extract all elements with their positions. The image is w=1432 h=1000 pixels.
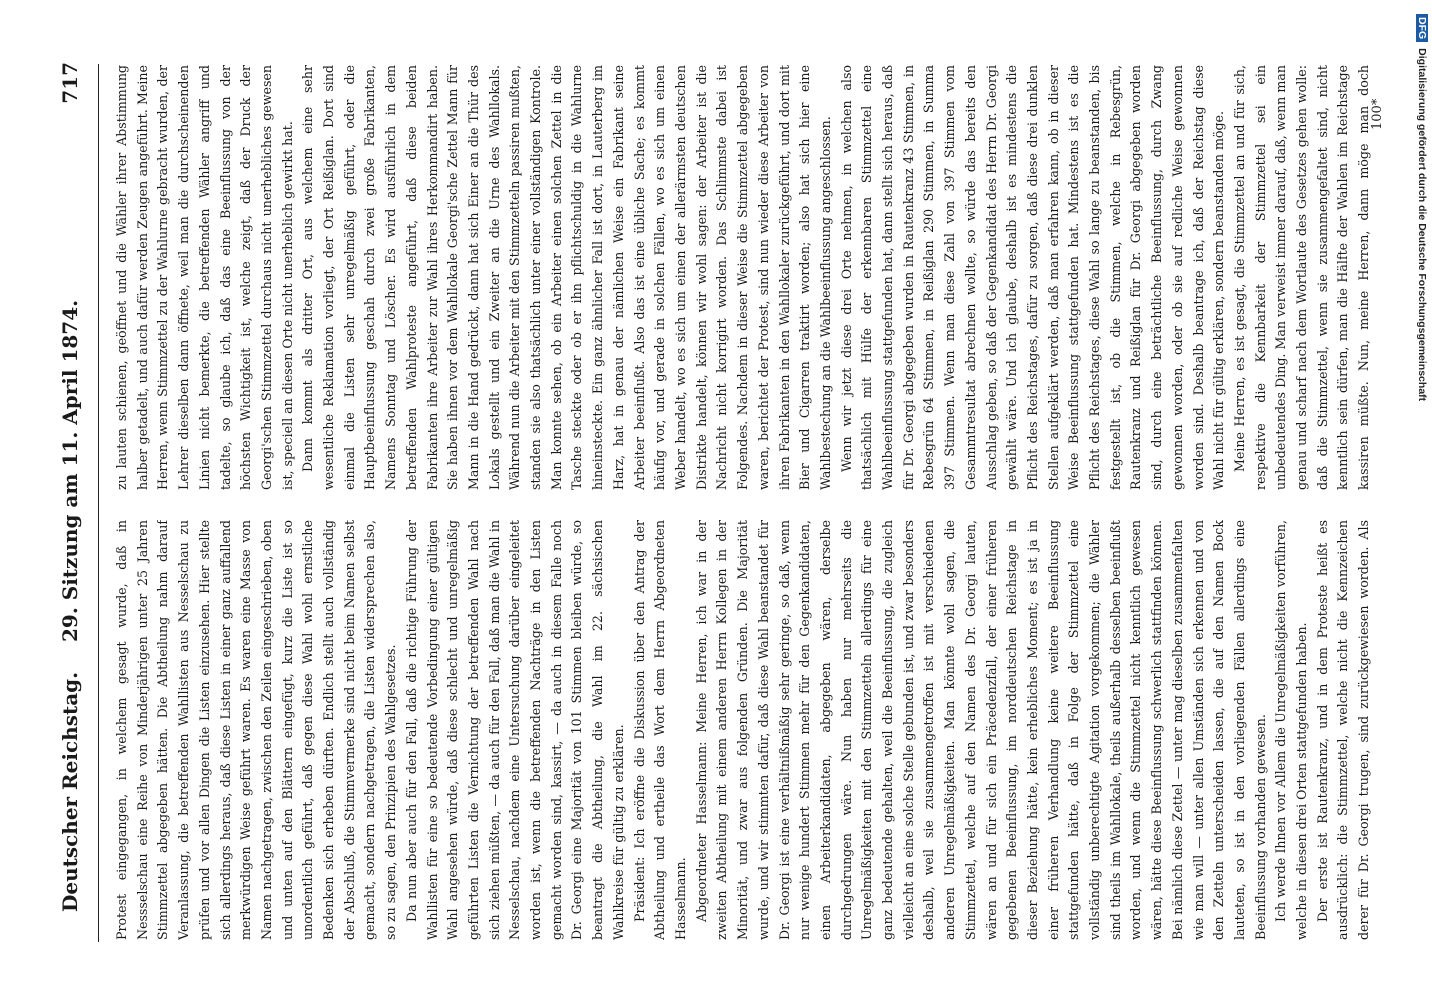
paragraph: Der erste ist Rautenkranz, und in dem Proteste heißt es ausdrücklich: die Stimmzettel, welche nicht die Kennzeichen derer für Dr. Georgi trugen, sind zurückgewiesen worden. Als [1314, 520, 1372, 940]
paragraph: Dann kommt als dritter Ort, aus welchem eine sehr wesentliche Reklamation vorliegt, der Ort Reißiglan. Dort sind einmal die Listen sehr unregelmäßig geführt, oder die Hauptbeeinflussung geschah durch zwei große Fabrikanten, Namens Sonntag und Löscher. Es wird ausführlich in dem betreffenden Wahlproteste angeführt, daß diese beiden Fabrikanten ihre Arbeiter zur Wahl ihres Herkommandirt haben. Sie haben ihnen vor dem Wahllokale Georgi'sche Zettel Mann für Mann in die Hand gedrückt, dann hat sich Einer an die Thür des Lokals gestellt und ein Zweiter an die Urne des Wahllokals. Während nun die Arbeiter mit den Stimmzetteln passiren mußten, standen sie also thatsächlich unter einer vollständigen Kontrole. Man konnte sehen, ob ein Arbeiter einen solchen Zettel in die Tasche steckte oder ob er ihn pflichtschuldig in die Wahlurne hineinsteckte. Ein ganz ähnlicher Fall ist dort, in Lauterberg im Harz, hat in genau der nämlichen Weise ein Fabrikant seine Arbeiter beeinflußt. Also das ist eine übliche Sache; es kommt häufig vor, und gerade in solchen Fällen, wo es sich um einen Weber handelt, wo es sich um einen der allerärmsten deutschen Distrikte handelt, können wir wohl sagen: der Arbeiter ist die Nachricht nicht korrigirt worden. Das Schlimmste dabei ist Folgendes. Nachdem in dieser Weise die Stimmzettel abgegeben waren, berichtet der Protest, sind nun wieder diese Arbeiter von ihren Fabrikanten in den Wahllokaler zurückgeführt, und dort mit Bier und Cigarren traktirt worden; also hat sich hier eine Wahlbestechung an die Wahlbeeinflussung angeschlossen. [300, 65, 833, 490]
header-session: 29. Sitzung am 11. April 1874. [58, 299, 82, 642]
right-column [112, 65, 1372, 490]
paragraph: Meine Herren, es ist gesagt, die Stimmzettel an und für sich, respektive die Kennbarkeit der Stimmzettel sei ein unbedeutendes Ding. Man verweist immer darauf, daß, wenn man genau und scharf nach dem Wortlaute des Gesetzes gehen wolle: daß die Stimmzettel, wenn sie zusammengefaltet sind, nicht kenntlich sein dürfen, man die Hälfte der Wahlen im Reichstage kassiren müßte. Nun, meine Herren, dann möge man doch [1231, 65, 1372, 490]
paragraph: Ich werde Ihnen vor Allem die Unregelmäßigkeiten vorführen, welche in diesen drei Orten stattgefunden haben. [1273, 520, 1310, 940]
paragraph: Abgeordneter Hasselmann: Meine Herren, ich war in der zweiten Abtheilung mit einem anderen Herrn Kollegen in der Minorität, und zwar aus folgenden Gründen. Die Majorität wurde, und wir stimmten dafür, daß diese Wahl beanstandet für Dr. Georgi ist eine verhältnißmäßig sehr geringe, so daß, wenn nur wenige hundert Stimmen mehr für den Gegenkandidaten, einen Arbeiterkandidaten, abgegeben wären, derselbe durchgedrungen wäre. Nun haben nur mehrseits die Unregelmäßigkeiten mit den Stimmzetteln allerdings für eine ganz bedeutende gehalten, weil die Beeinflussung, die zugleich vielleicht an eine solche Stelle gebunden ist, und zwar besonders deshalb, weil sie zusammengetroffen ist mit verschiedenen anderen Unregelmäßigkeiten. Man könnte wohl sagen, die Stimmzettel, welche auf den Namen des Dr. Georgi lauten, wären an und für sich ein Präcedenzfall, der einer früheren gegebenen Beeinflussung, im norddeutschen Reichstage in dieser Beziehung hätte, kein erhebliches Moment; es ist ja in einer früheren Verhandlung keine weitere Beeinflussung stattgefunden hätte, daß in Folge der Stimmzettel eine vollständig unberechtigte Agitation vorgekommen; die Wähler sind theils im Wahllokale, theils außerhalb desselben beeinflußt worden, und wenn die Stimmzettel nicht kenntlich gewesen wären, hätte diese Beeinflussung schwerlich stattfinden können. Bei nämlich diese Zettel — unter mag dieselben zusammenfalten wie man will — unter allen Umständen sich erkennen und von den Zetteln unterscheiden lassen, die auf den Namen Bock lauteten, so ist in den vorliegenden Fällen allerdings eine Beeinflussung vorhanden gewesen. [693, 520, 1268, 940]
paragraph: Präsident: Ich eröffne die Diskussion über den Antrag der Abtheilung und ertheile das Wort dem Herrn Abgeordneten Hasselmann. [631, 520, 688, 940]
page-header [58, 62, 94, 942]
signature-mark: 100* [1370, 98, 1385, 130]
digitization-text: Digitalisierung gefördert durch die Deutsche Forschungsgemeinschaft [1416, 48, 1428, 402]
paragraph: Wenn wir jetzt diese drei Orte nehmen, in welchen also thatsächlich mit Hülfe der erkennbaren Stimmzettel eine Wahlbeeinflussung stattgefunden hat, dann stellt sich heraus, daß für Dr. Georgi abgegeben wurden in Rautenkranz 43 Stimmen, in Rebesgrün 64 Stimmen, in Reißiglan 290 Stimmen, in Summa 397 Stimmen. Wenn man diese Zahl von 397 Stimmen vom Gesammtresultat abrechnen wollte, so würde das bereits den Ausschlag geben, so daß der Gegenkandidat des Herrn Dr. Georgi gewählt wäre. Und ich glaube, deshalb ist es mindestens die Pflicht des Reichstages, dafür zu sorgen, daß diese drei dunklen Stellen aufgeklärt werden, daß man erfahren kann, ob in dieser Weise Beeinflussung stattgefunden hat. Mindestens ist es die Pflicht des Reichstages, diese Wahl so lange zu beanstanden, bis festgestellt ist, ob die Stimmen, welche in Rebesgrün, Rautenkranz und Reißiglan für Dr. Georgi abgegeben worden sind, durch eine beträchtliche Beeinflussung, durch Zwang gewonnen worden, oder ob sie auf redliche Weise gewonnen worden sind. Deshalb beantrage ich, daß der Reichstag diese Wahl nicht für gültig erklären, sondern beanstanden möge. [838, 65, 1227, 490]
paragraph: Protest eingegangen, in welchem gesagt wurde, daß in Nessselschau eine Reihe von Minderjährigen unter 25 Jahren Stimmzettel abgegeben hätten. Die Abtheilung nahm darauf Veranlassung, die betreffenden Wahllisten aus Nesselschau zu prüfen und vor allen Dingen die Listen einzusehen. Hier stellte sich allerdings heraus, daß diese Listen in einer ganz auffallend merkwürdigen Weise geführt waren. Es waren eine Masse von Namen nachgetragen, zwischen den Zeilen eingeschrieben, oben und unten auf den Blättern eingefügt, kurz die Liste ist so unordentlich geführt, daß gegen diese Wahl wohl ernstliche Bedenken sich erheben dürften. Endlich stellt auch vollständig der Abschluß, die Stimmvermerke sind nicht beim Namen selbst gemacht, sondern nachgetragen, die Listen widersprechen also, so zu sagen, den Prinzipien des Wahlgesetzes. [114, 520, 399, 940]
header-title: Deutscher Reichstag. [58, 671, 82, 912]
left-column [112, 520, 1372, 940]
digitization-notice [1412, 14, 1428, 834]
paragraph: zu lauten schienen, geöffnet und die Wähler ihrer Abstimmung halber getadelt, und auch dafür werden Zeugen angeführt. Meine Herren, wenn Stimmzettel zu der Wahlurne gebracht wurden, der Lehrer dieselben dann öffnete, weil man die durchscheinenden Linien nicht bemerkte, die betreffenden Wähler angriff und tadelte, so glaube ich, daß das eine Beeinflussung von der höchsten Wichtigkeit ist, welche zeigt, daß der Druck der Georgi'schen Stimmzettel durchaus nicht unerhebliches gewesen ist, speciell an diesen Orte nicht unerheblich gewirkt hat. [114, 65, 295, 490]
header-rule [98, 64, 99, 942]
paragraph: Da nun aber auch für den Fall, daß die richtige Führung der Wahllisten für eine so bedeutende Vorbedingung einer gültigen Wahl angesehen würde, daß diese schlecht und unregelmäßig geführten Listen die Vernichtung der betreffenden Wahl nach sich ziehen müßten, — da auch für den Fall, daß man die Wahl in Nesselschau, nachdem eine Untersuchung darüber eingeleitet worden ist, wenn die betreffenden Nachträge in den Listen gemacht worden sind, kassirt, — da auch in diesem Falle noch Dr. Georgi eine Majorität von 101 Stimmen bleiben würde, so beantragt die Abtheilung, die Wahl im 22. sächsischen Wahlkreise für gültig zu erklären. [403, 520, 626, 940]
dfg-badge: DFG [1416, 14, 1428, 42]
page-number: 717 [58, 62, 82, 104]
